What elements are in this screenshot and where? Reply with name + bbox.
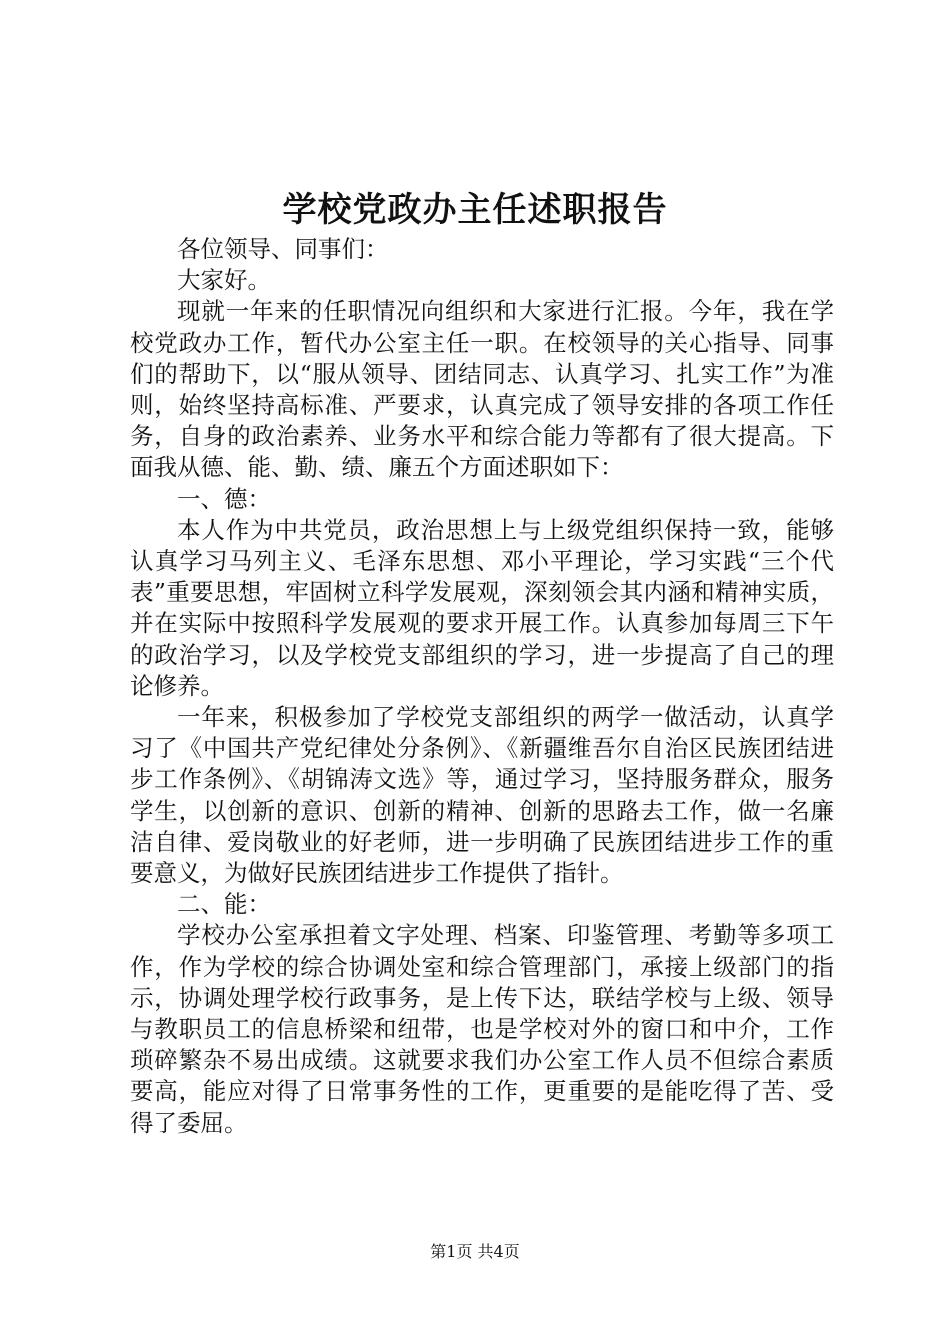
document-body — [130, 234, 834, 1139]
paragraph-neng-1: 学校办公室承担着文字处理、档案、印鉴管理、考勤等多项工作，作为学校的综合协调处室和综合管理部门，承接上级部门的指示，协调处理学校行政事务，是上传下达，联结学校与上级、领导与教职员工的信息桥梁和纽带，也是学校对外的窗口和中介，工作琐碎繁杂不易出成绩。这就要求我们办公室工作人员不但综合素质要高，能应对得了日常事务性的工作，更重要的是能吃得了苦、受得了委屈。 — [130, 921, 834, 1137]
paragraph-de-1: 本人作为中共党员，政治思想上与上级党组织保持一致，能够认真学习马列主义、毛泽东思想、邓小平理论，学习实践“三个代表”重要思想，牢固树立科学发展观，深刻领会其内涵和精神实质，并在实际中按照科学发展观的要求开展工作。认真参加每周三下午的政治学习，以及学校党支部组织的学习，进一步提高了自己的理论修养。 — [130, 515, 834, 700]
paragraph-salutation: 各位领导、同事们： — [177, 235, 389, 263]
section-heading-de: 一、德： — [177, 484, 271, 513]
paragraph-greeting: 大家好。 — [177, 266, 271, 295]
paragraph-de-2: 一年来，积极参加了学校党支部组织的两学一做活动，认真学习了《中国共产党纪律处分条例》、《新疆维吾尔自治区民族团结进步工作条例》、《胡锦涛文选》等，通过学习，坚持服务群众，服务学生，以创新的意识、创新的精神、创新的思路去工作，做一名廉洁自律、爱岗敬业的好老师，进一步明确了民族团结进步工作的重要意义，为做好民族团结进步工作提供了指针。 — [130, 703, 834, 888]
paragraph-intro: 现就一年来的任职情况向组织和大家进行汇报。今年，我在学校党政办工作，暂代办公室主任一职。在校领导的关心指导、同事们的帮助下，以“服从领导、团结同志、认真学习、扎实工作”为准则，始终坚持高标准、严要求，认真完成了领导安排的各项工作任务，自身的政治素养、业务水平和综合能力等都有了很大提高。下面我从德、能、勤、绩、廉五个方面述职如下： — [130, 297, 834, 482]
section-heading-neng: 二、能： — [177, 890, 271, 919]
document-title: 学校党政办主任述职报告 — [282, 190, 668, 230]
page-footer: 第1页 共4页 — [430, 1242, 520, 1261]
